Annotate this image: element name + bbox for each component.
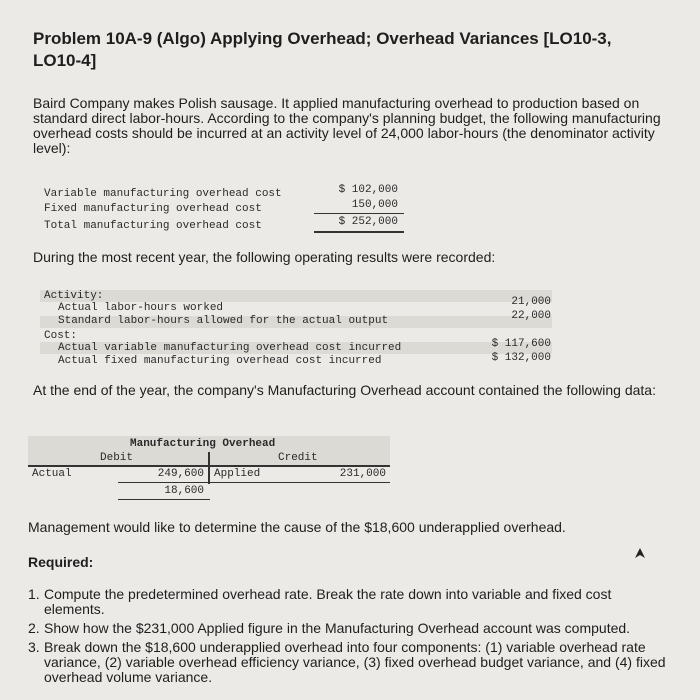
credit-header: Credit — [278, 452, 318, 464]
actual-value: 249,600 — [157, 468, 204, 480]
fixed-overhead-label: Fixed manufacturing overhead cost — [44, 203, 262, 215]
requirement-item-1 — [28, 587, 668, 617]
total-overhead-value: $ 252,000 — [338, 216, 398, 228]
actual-hours-label: Actual labor-hours worked — [58, 302, 224, 314]
variable-overhead-label: Variable manufacturing overhead cost — [44, 188, 282, 200]
requirement-number: 3. — [28, 639, 40, 655]
variable-overhead-value: $ 102,000 — [338, 184, 398, 196]
requirement-text: Show how the $231,000 Applied figure in the Manufacturing Overhead account was computed. — [44, 620, 631, 636]
requirement-number: 2. — [28, 620, 40, 636]
requirement-number: 1. — [28, 586, 40, 602]
intro-paragraph: Baird Company makes Polish sausage. It applied manufacturing overhead to production based on standard direct labor-hours. According to the company's planning budget, the following manufacturing overhead costs should be incurred at an activity level of 24,000 labor-hours (the denominator activity level): — [33, 95, 661, 156]
actual-variable-value: $ 117,600 — [491, 338, 551, 350]
fixed-overhead-value: 150,000 — [351, 199, 398, 211]
t-account-divider — [208, 452, 210, 484]
problem-title: Problem 10A-9 (Algo) Applying Overhead; Overhead Variances [LO10-3, LO10-4] — [33, 29, 612, 70]
total-overhead-label: Total manufacturing overhead cost — [44, 220, 262, 232]
applied-value: 231,000 — [339, 468, 386, 480]
activity-heading: Activity: — [44, 290, 104, 302]
requirement-text: Break down the $18,600 underapplied overhead into four components: (1) variable overhead rate variance, (2) variable overhead efficiency variance, (3) fixed overhead budget variance, and (4) fixed overhead volume variance. — [44, 639, 666, 685]
debit-header: Debit — [100, 452, 134, 464]
requirement-item-3 — [28, 640, 668, 685]
requirements-list — [28, 587, 668, 689]
actual-fixed-label: Actual fixed manufacturing overhead cost incurred — [58, 355, 382, 367]
balance-value: 18,600 — [164, 485, 204, 497]
actual-fixed-value: $ 132,000 — [491, 352, 551, 364]
cost-heading: Cost: — [44, 330, 78, 342]
applied-label: Applied — [214, 468, 261, 480]
mouse-cursor-icon — [633, 546, 647, 560]
account-intro: At the end of the year, the company's Manufacturing Overhead account contained the following data: — [33, 382, 656, 398]
required-heading: Required: — [28, 554, 94, 570]
total-rule — [314, 231, 404, 233]
requirement-text: Compute the predetermined overhead rate. Break the rate down into variable and fixed cost elements. — [44, 586, 612, 617]
actual-hours-value: 21,000 — [511, 296, 551, 308]
standard-hours-value: 22,000 — [511, 310, 551, 322]
actual-label: Actual — [32, 468, 72, 480]
subtotal-rule — [314, 213, 404, 214]
results-intro: During the most recent year, the following operating results were recorded: — [33, 249, 496, 265]
t-account-title: Manufacturing Overhead — [130, 438, 276, 450]
actual-variable-label: Actual variable manufacturing overhead cost incurred — [58, 342, 402, 354]
standard-hours-label: Standard labor-hours allowed for the actual output — [58, 315, 389, 327]
management-text: Management would like to determine the cause of the $18,600 underapplied overhead. — [28, 519, 566, 535]
requirement-item-2 — [28, 621, 668, 636]
